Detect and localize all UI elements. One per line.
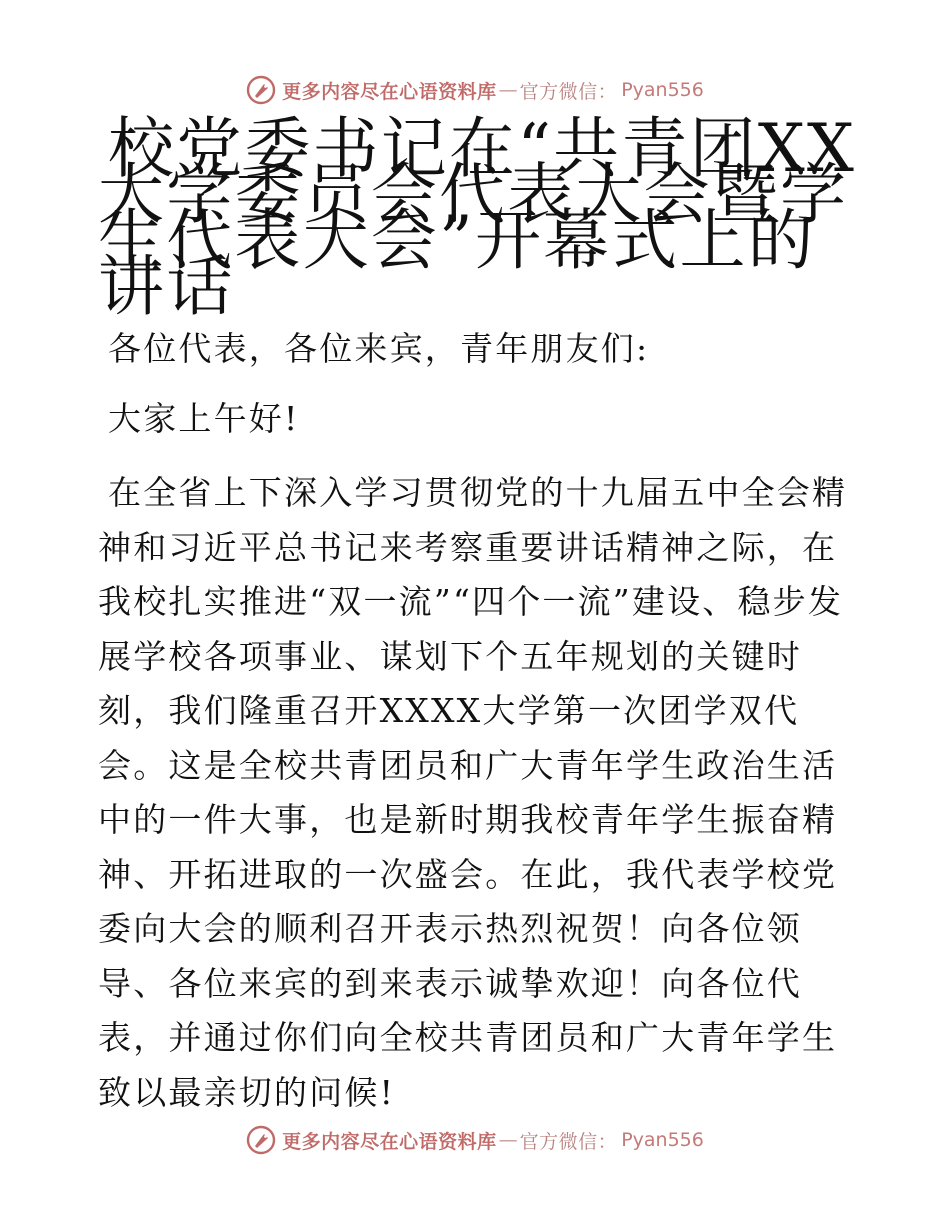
body-paragraph: 在全省上下深入学习贯彻党的十九届五中全会精神和习近平总书记来考察重要讲话精神之际，在我校扎实推进“双一流”“四个一流”建设、稳步发展学校各项事业、谋划下个五年规划的关键时刻，我们隆重召开XXXX大学第一次团学双代会。这是全校共青团员和广大青年学生政治生活中的一件大事，也是新时期我校青年学生振奋精神、开拓进取的一次盛会。在此，我代表学校党委向大会的顺利召开表示热烈祝贺！向各位领导、各位来宾的到来表示诚挚欢迎！向各位代表，并通过你们向全校共青团员和广大青年学生致以最亲切的问候! bbox=[98, 473, 848, 1112]
banner-wechat-id: Pyan556 bbox=[621, 79, 704, 101]
banner-separator: — bbox=[498, 1129, 518, 1151]
pen-nib-logo-icon bbox=[246, 1125, 276, 1155]
banner-site-name: 更多内容尽在心语资料库 bbox=[282, 80, 497, 103]
footer-banner bbox=[0, 1122, 950, 1158]
salutation: 各位代表，各位来宾，青年朋友们: bbox=[108, 329, 650, 368]
pen-nib-logo-icon bbox=[246, 75, 276, 105]
banner-wechat-id: Pyan556 bbox=[621, 1129, 704, 1151]
banner-separator: — bbox=[498, 79, 518, 101]
banner-site-name: 更多内容尽在心语资料库 bbox=[282, 1130, 497, 1153]
header-banner bbox=[0, 72, 950, 108]
banner-wechat-label: 官方微信： bbox=[519, 80, 618, 103]
document-content bbox=[98, 110, 858, 1144]
banner-wechat-label: 官方微信： bbox=[519, 1130, 618, 1153]
greeting: 大家上午好! bbox=[108, 399, 300, 438]
speech-title: 校党委书记在“共青团XX大学委员会代表大会暨学生代表大会”开幕式上的讲话 bbox=[98, 110, 857, 325]
